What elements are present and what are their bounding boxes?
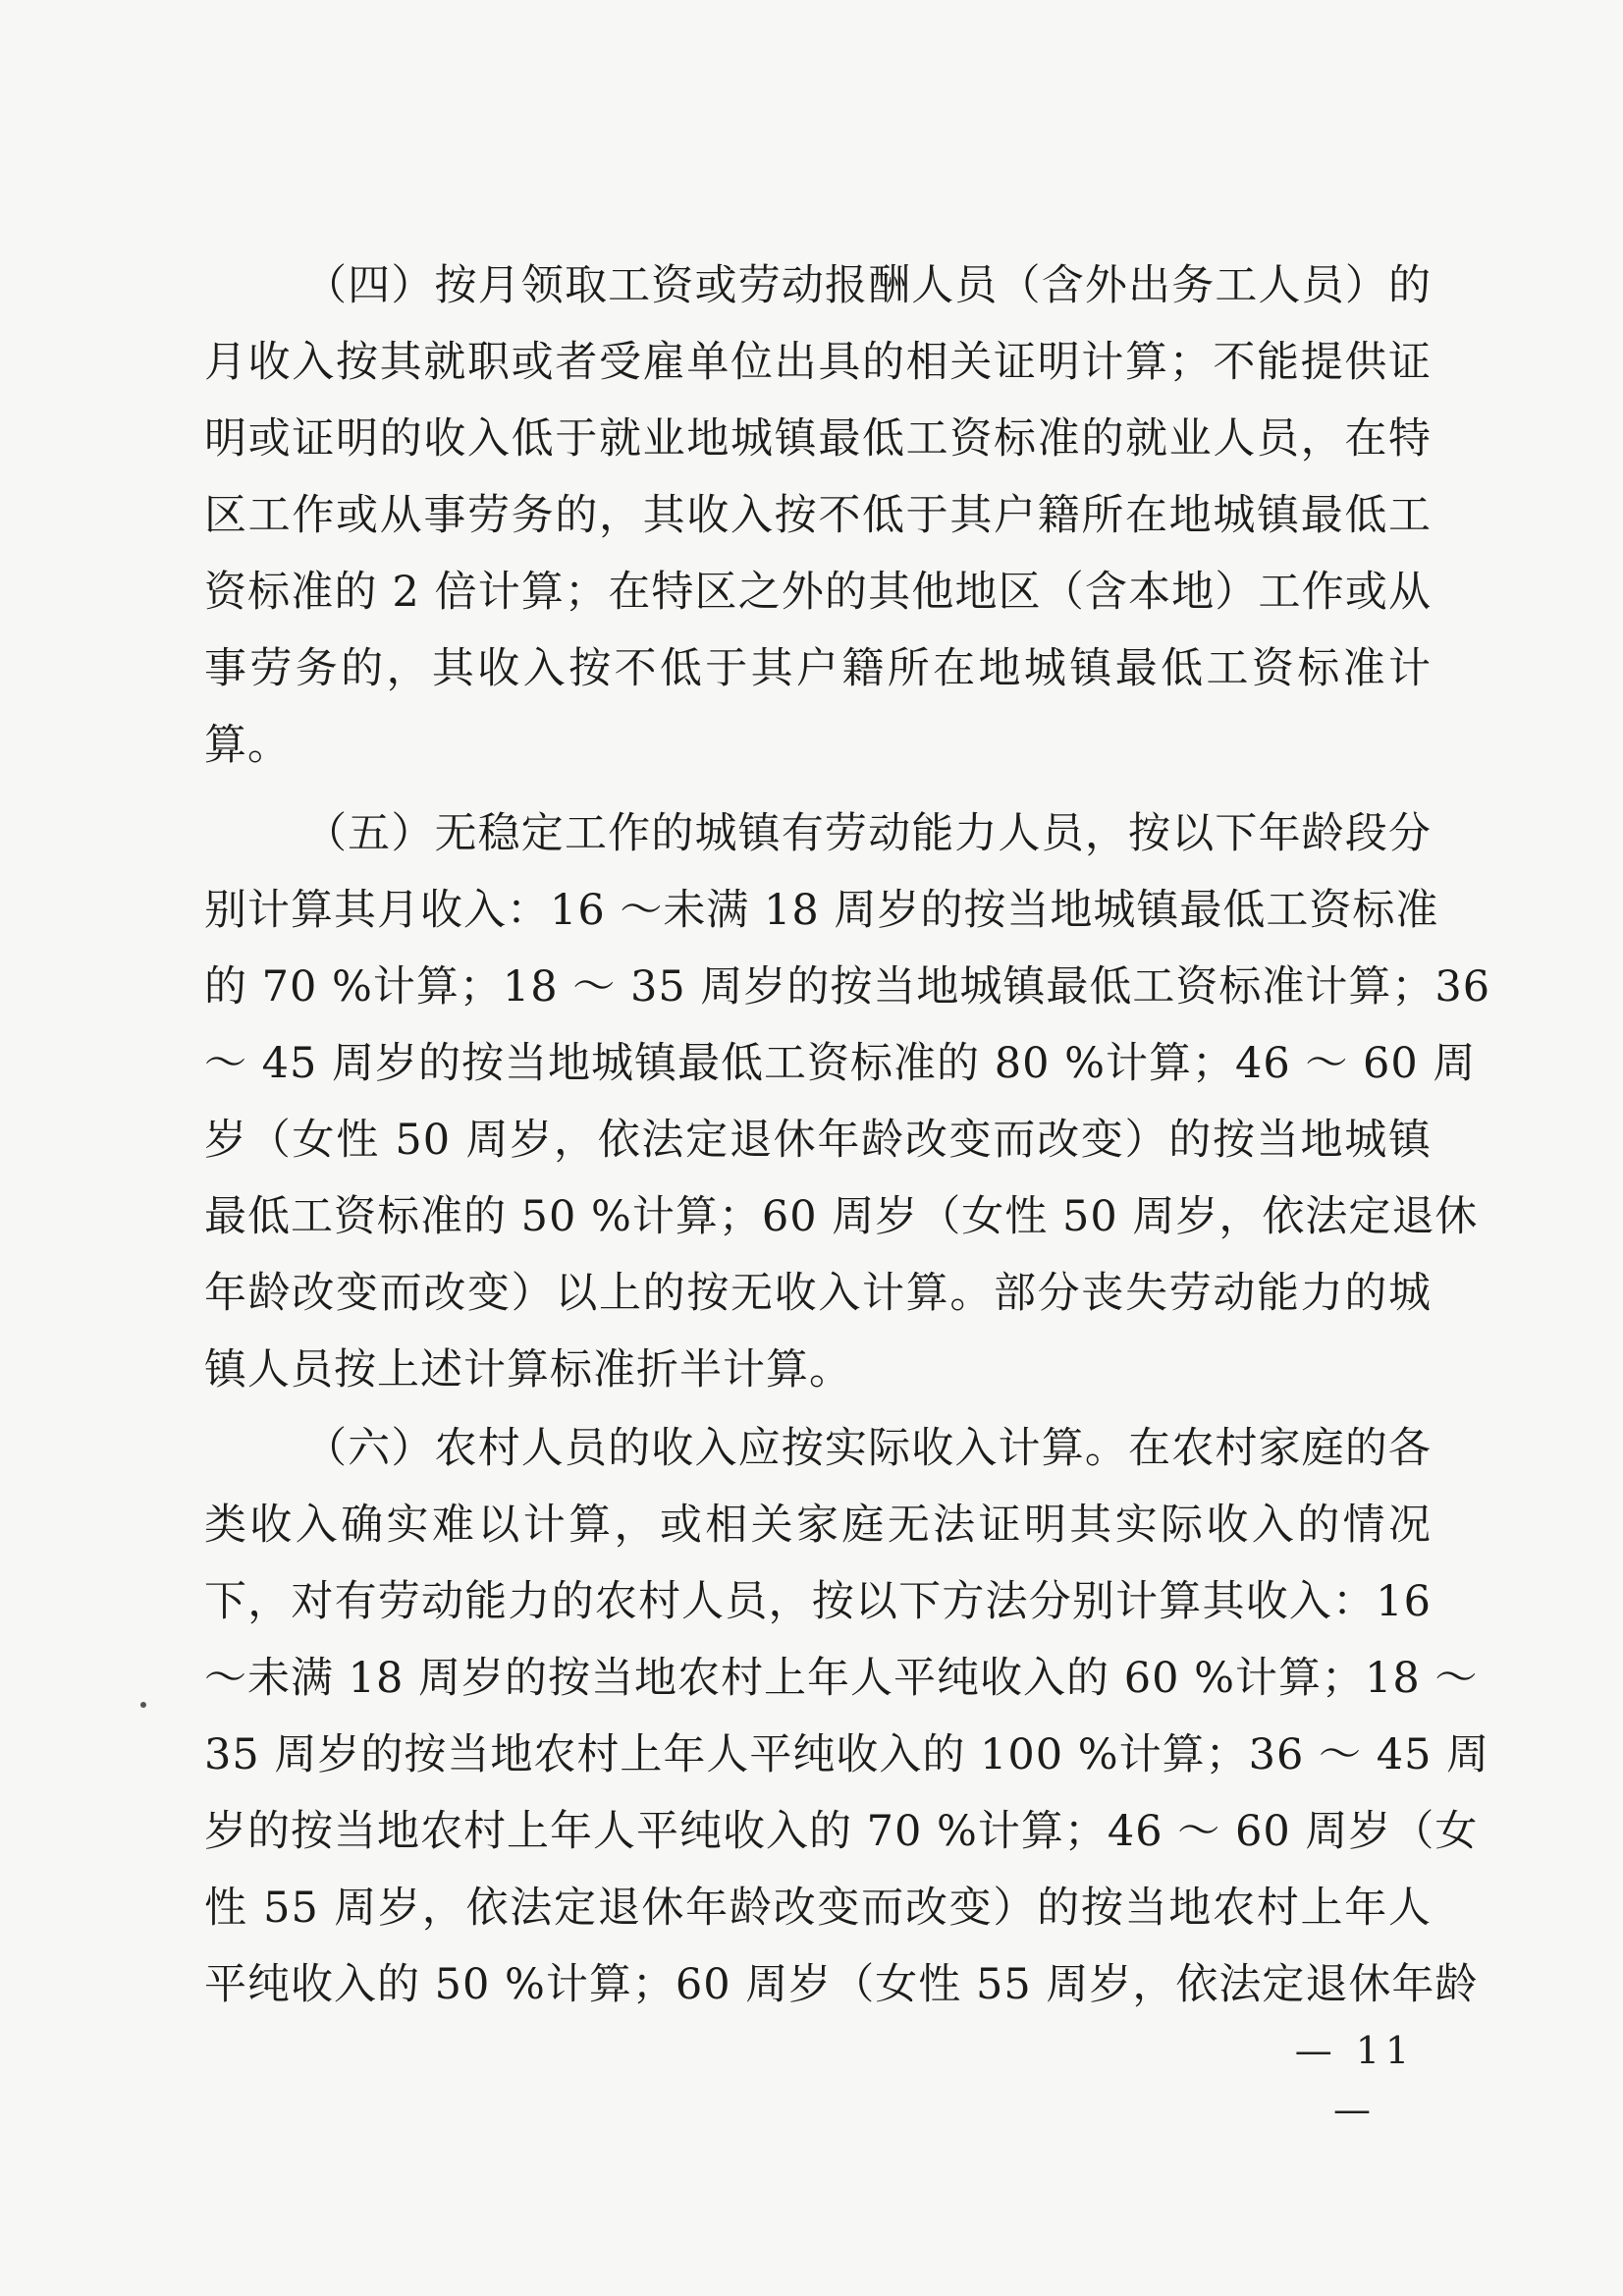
paragraph-line: 别计算其月收入：16 ～未满 18 周岁的按当地城镇最低工资标准 [204,886,1439,935]
paragraph-line: 月收入按其就职或者受雇单位出具的相关证明计算；不能提供证 [204,338,1432,387]
paragraph-line: ～ 45 周岁的按当地城镇最低工资标准的 80 %计算；46 ～ 60 周 [204,1039,1477,1088]
paragraph-line: 资标准的 2 倍计算；在特区之外的其他地区（含本地）工作或从 [204,568,1432,617]
paragraph-line: 类收入确实难以计算，或相关家庭无法证明其实际收入的情况 [204,1501,1432,1550]
paragraph-line: ～未满 18 周岁的按当地农村上年人平纯收入的 60 %计算；18 ～ [204,1654,1479,1703]
paragraph-line: 算。 [204,721,291,770]
paragraph-line: 性 55 周岁，依法定退休年龄改变而改变）的按当地农村上年人 [204,1884,1432,1933]
paragraph-line: 35 周岁的按当地农村上年人平纯收入的 100 %计算；36 ～ 45 周 [204,1730,1490,1779]
paragraph-line: 平纯收入的 50 %计算；60 周岁（女性 55 周岁，依法定退休年龄 [204,1960,1479,2009]
paragraph-line: 区工作或从事劳务的，其收入按不低于其户籍所在地城镇最低工 [204,491,1432,540]
paragraph-line: 事劳务的，其收入按不低于其户籍所在地城镇最低工资标准计 [204,644,1432,693]
paragraph-line: 镇人员按上述计算标准折半计算。 [204,1345,852,1394]
scan-speck [140,1702,146,1708]
paragraph-line: （四）按月领取工资或劳动报酬人员（含外出务工人员）的 [304,261,1432,310]
paragraph-line: 的 70 %计算；18 ～ 35 周岁的按当地城镇最低工资标准计算；36 [204,962,1491,1011]
paragraph-line: 下，对有劳动能力的农村人员，按以下方法分别计算其收入：16 [204,1577,1432,1626]
paragraph-line: 岁（女性 50 周岁，依法定退休年龄改变而改变）的按当地城镇 [204,1116,1432,1165]
paragraph-line: 年龄改变而改变）以上的按无收入计算。部分丧失劳动能力的城 [204,1269,1432,1318]
paragraph-line: （五）无稳定工作的城镇有劳动能力人员，按以下年龄段分 [304,809,1432,858]
paragraph-line: 岁的按当地农村上年人平纯收入的 70 %计算；46 ～ 60 周岁（女 [204,1807,1479,1856]
paragraph-line: 最低工资标准的 50 %计算；60 周岁（女性 50 周岁，依法定退休 [204,1192,1479,1241]
paragraph-line: （六）农村人员的收入应按实际收入计算。在农村家庭的各 [304,1424,1432,1473]
page-number: — 11 — [1294,2029,1416,2131]
paragraph-line: 明或证明的收入低于就业地城镇最低工资标准的就业人员，在特 [204,414,1432,464]
